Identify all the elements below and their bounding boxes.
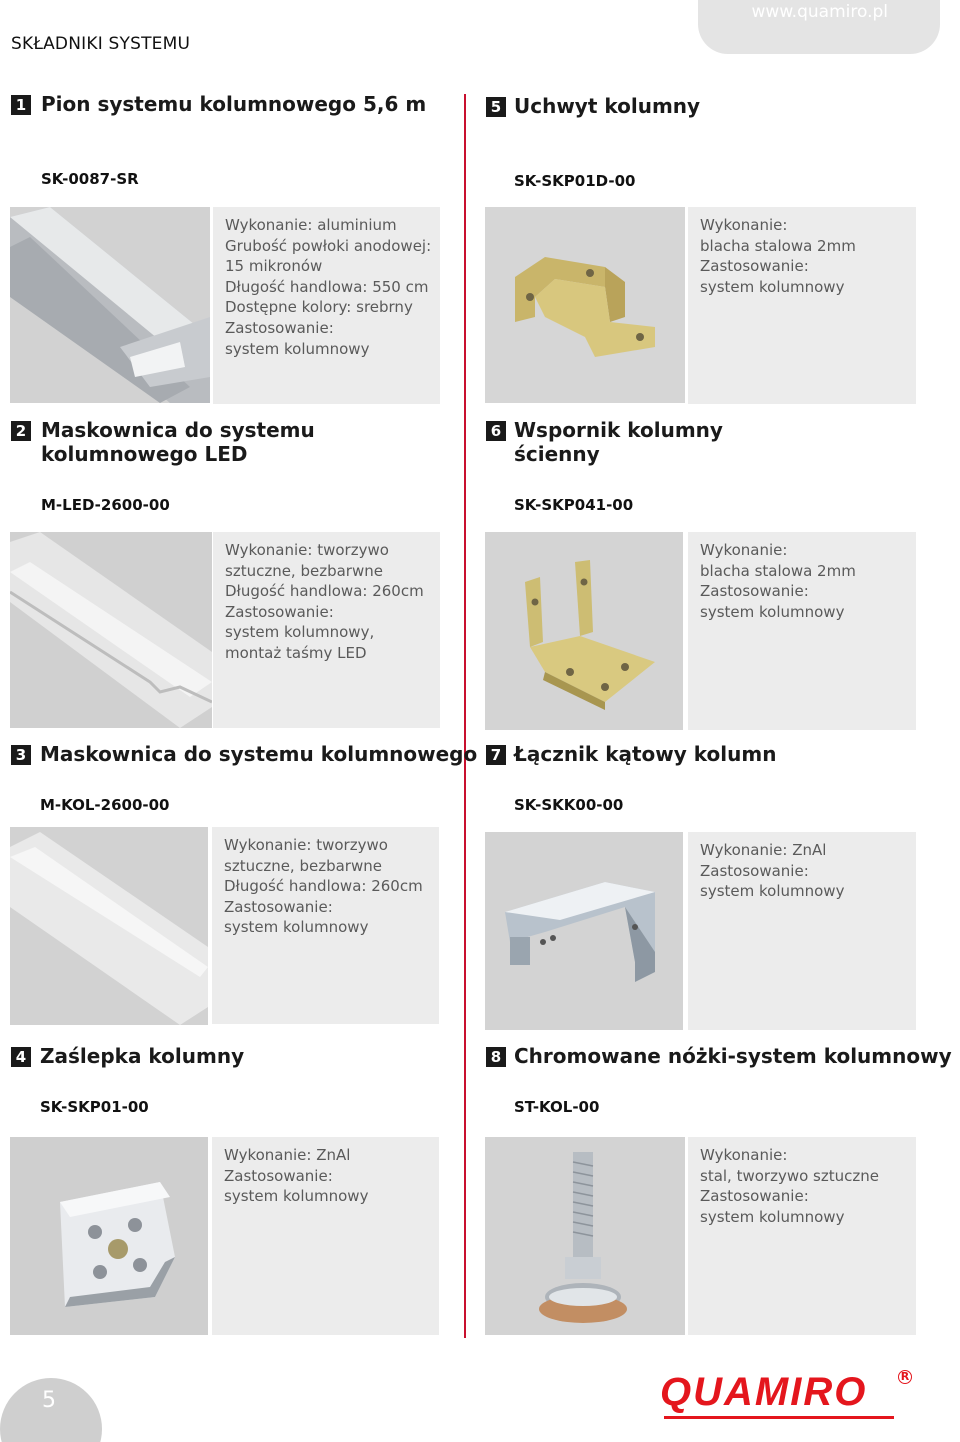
product-photo bbox=[485, 532, 683, 730]
item-title: Maskownica do systemu kolumnowego LED bbox=[41, 418, 315, 466]
item-title: Uchwyt kolumny bbox=[514, 94, 701, 118]
item-number: 3 bbox=[11, 745, 31, 765]
item-number: 1 bbox=[11, 95, 31, 115]
item-code: M-LED-2600-00 bbox=[41, 496, 170, 514]
product-photo bbox=[485, 832, 683, 1030]
product-photo bbox=[485, 207, 685, 403]
item-code: SK-SKK00-00 bbox=[514, 796, 624, 814]
section-title: SKŁADNIKI SYSTEMU bbox=[11, 34, 191, 54]
item-code: SK-SKP041-00 bbox=[514, 496, 634, 514]
item-number: 8 bbox=[486, 1047, 506, 1067]
chrome-foot-illustration bbox=[485, 1137, 685, 1335]
item-description: Wykonanie: aluminium Grubość powłoki anodowej: 15 mikronów Długość handlowa: 550 cm Dostępne kolory: srebrny Zastosowanie: system kolumnowy bbox=[213, 207, 440, 404]
item-code: SK-0087-SR bbox=[41, 170, 139, 188]
led-cover-illustration bbox=[10, 532, 212, 728]
item-title: Maskownica do systemu kolumnowego bbox=[40, 742, 478, 766]
item-description: Wykonanie: ZnAl Zastosowanie: system kolumnowy bbox=[212, 1137, 439, 1335]
item-description: Wykonanie: tworzywo sztuczne, bezbarwne Długość handlowa: 260cm Zastosowanie: system kolumnowy bbox=[212, 827, 439, 1024]
product-photo bbox=[10, 827, 208, 1025]
column-bracket-illustration bbox=[485, 207, 685, 403]
quamiro-logo bbox=[660, 1370, 912, 1416]
item-number: 5 bbox=[486, 97, 506, 117]
item-description: Wykonanie: blacha stalowa 2mm Zastosowanie: system kolumnowy bbox=[688, 532, 916, 730]
item-code: SK-SKP01D-00 bbox=[514, 172, 636, 190]
brand-name: QUAMIRO bbox=[660, 1370, 868, 1414]
item-number: 4 bbox=[11, 1047, 31, 1067]
item-title: Wspornik kolumny ścienny bbox=[514, 418, 723, 466]
item-title: Pion systemu kolumnowego 5,6 m bbox=[41, 92, 427, 116]
item-description: Wykonanie: tworzywo sztuczne, bezbarwne Długość handlowa: 260cm Zastosowanie: system kolumnowy, montaż taśmy LED bbox=[213, 532, 440, 728]
end-cap-illustration bbox=[10, 1137, 208, 1335]
aluminium-profile-illustration bbox=[10, 207, 210, 403]
wall-bracket-illustration bbox=[485, 532, 683, 730]
product-photo bbox=[485, 1137, 685, 1335]
column-cover-illustration bbox=[10, 827, 208, 1025]
website-url[interactable]: www.quamiro.pl bbox=[751, 2, 888, 22]
item-title: Łącznik kątowy kolumn bbox=[514, 742, 777, 766]
item-number: 6 bbox=[486, 421, 506, 441]
url-badge bbox=[698, 0, 940, 54]
item-title: Chromowane nóżki-system kolumnowy bbox=[514, 1044, 952, 1068]
item-description: Wykonanie: stal, tworzywo sztuczne Zastosowanie: system kolumnowy bbox=[688, 1137, 916, 1335]
item-description: Wykonanie: blacha stalowa 2mm Zastosowanie: system kolumnowy bbox=[688, 207, 916, 404]
item-number: 7 bbox=[486, 745, 506, 765]
item-title: Zaślepka kolumny bbox=[40, 1044, 245, 1068]
item-description: Wykonanie: ZnAl Zastosowanie: system kolumnowy bbox=[688, 832, 916, 1030]
product-photo bbox=[10, 207, 210, 403]
product-photo bbox=[10, 1137, 208, 1335]
product-photo bbox=[10, 532, 212, 728]
item-code: SK-SKP01-00 bbox=[40, 1098, 149, 1116]
registered-mark: R bbox=[898, 1370, 912, 1384]
item-code: M-KOL-2600-00 bbox=[40, 796, 170, 814]
page-number: 5 bbox=[42, 1388, 56, 1413]
logo-underline bbox=[664, 1416, 894, 1419]
item-number: 2 bbox=[11, 421, 31, 441]
item-code: ST-KOL-00 bbox=[514, 1098, 600, 1116]
column-divider bbox=[464, 94, 466, 1338]
corner-connector-illustration bbox=[485, 832, 683, 1030]
